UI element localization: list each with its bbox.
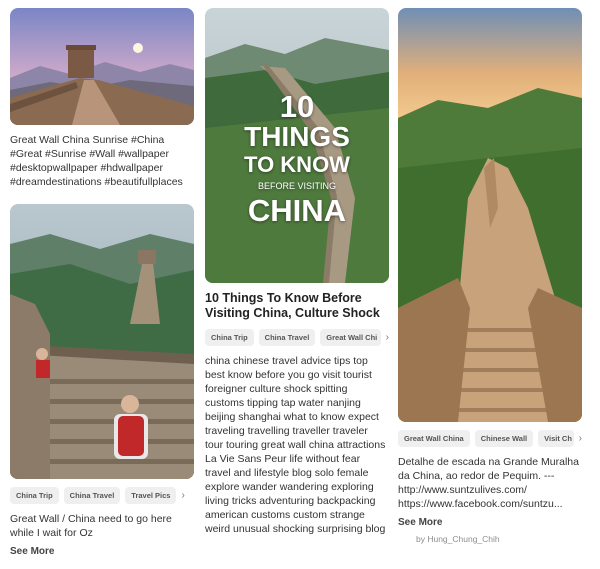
pin-title-10-things[interactable]: 10 Things To Know Before Visiting China, Culture Shock <box>205 291 380 320</box>
pin-image-10-things[interactable] <box>205 8 389 283</box>
tag-great-wall-china[interactable]: Great Wall Chi <box>320 329 380 346</box>
pin-description-10-things: china chinese travel advice tips top best know before you go visit tourist foreigner culture shock spitting customs tipping tap water nanjing beijing shanghai what to know expect traveling travelling traveller traveler tour touring great wall china attractions La Vie Sans Peur life without fear travel and lifestyle blog solo female explore wander wandering exploring living tricks adventuring backpacking american customs custom strange weird unusual shocking surprising blog <box>205 355 386 535</box>
overlay-line-4: BEFORE VISITING <box>257 181 336 191</box>
see-more-link[interactable]: See More <box>10 546 55 557</box>
tag-chinese-wall[interactable]: Chinese Wall <box>475 430 533 447</box>
pin-attribution[interactable]: by Hung_Chung_Chih <box>416 534 500 544</box>
overlay-line-5: CHINA <box>247 193 347 228</box>
pin-description-stairs: Detalhe de escada na Grande Muralha da China, ao redor de Pequim. --- http://www.suntzulives.com/ https://www.facebook.com/suntzu... <box>398 456 579 510</box>
pin-description-climb: Great Wall / China need to go here while I wait for Oz <box>10 513 172 539</box>
chevron-right-icon[interactable]: › <box>181 490 185 501</box>
pin-column-2 <box>205 8 389 536</box>
tag-china-travel[interactable]: China Travel <box>64 487 121 504</box>
tag-china-trip[interactable]: China Trip <box>205 329 254 346</box>
tag-china-trip[interactable]: China Trip <box>10 487 59 504</box>
overlay-line-1: 10 <box>279 89 315 124</box>
chevron-right-icon[interactable]: › <box>385 332 389 343</box>
overlay-line-2: THINGS <box>244 121 350 152</box>
pin-column-3 <box>398 8 582 544</box>
pin-image-great-wall-sunrise[interactable] <box>10 8 194 125</box>
pin-image-great-wall-climb[interactable] <box>10 204 194 479</box>
pin-column-1 <box>10 8 194 557</box>
pin-tags-10-things <box>205 329 389 346</box>
pin-tags-stairs <box>398 430 582 447</box>
tag-travel-pics[interactable]: Travel Pics <box>125 487 176 504</box>
pin-tags-climb <box>10 487 194 504</box>
tag-great-wall-china[interactable]: Great Wall China <box>398 430 470 447</box>
chevron-right-icon[interactable]: › <box>578 433 582 444</box>
pin-image-great-wall-stairs[interactable] <box>398 8 582 422</box>
pin-description-sunrise: Great Wall China Sunrise #China #Great #Sunrise #Wall #wallpaper #desktopwallpaper #hdwallpaper #dreamdestinations #beautifullplaces <box>10 134 183 188</box>
tag-visit-china[interactable]: Visit Ch <box>538 430 574 447</box>
overlay-line-3: TO KNOW <box>244 152 350 177</box>
tag-china-travel[interactable]: China Travel <box>259 329 316 346</box>
see-more-link[interactable]: See More <box>398 517 443 528</box>
